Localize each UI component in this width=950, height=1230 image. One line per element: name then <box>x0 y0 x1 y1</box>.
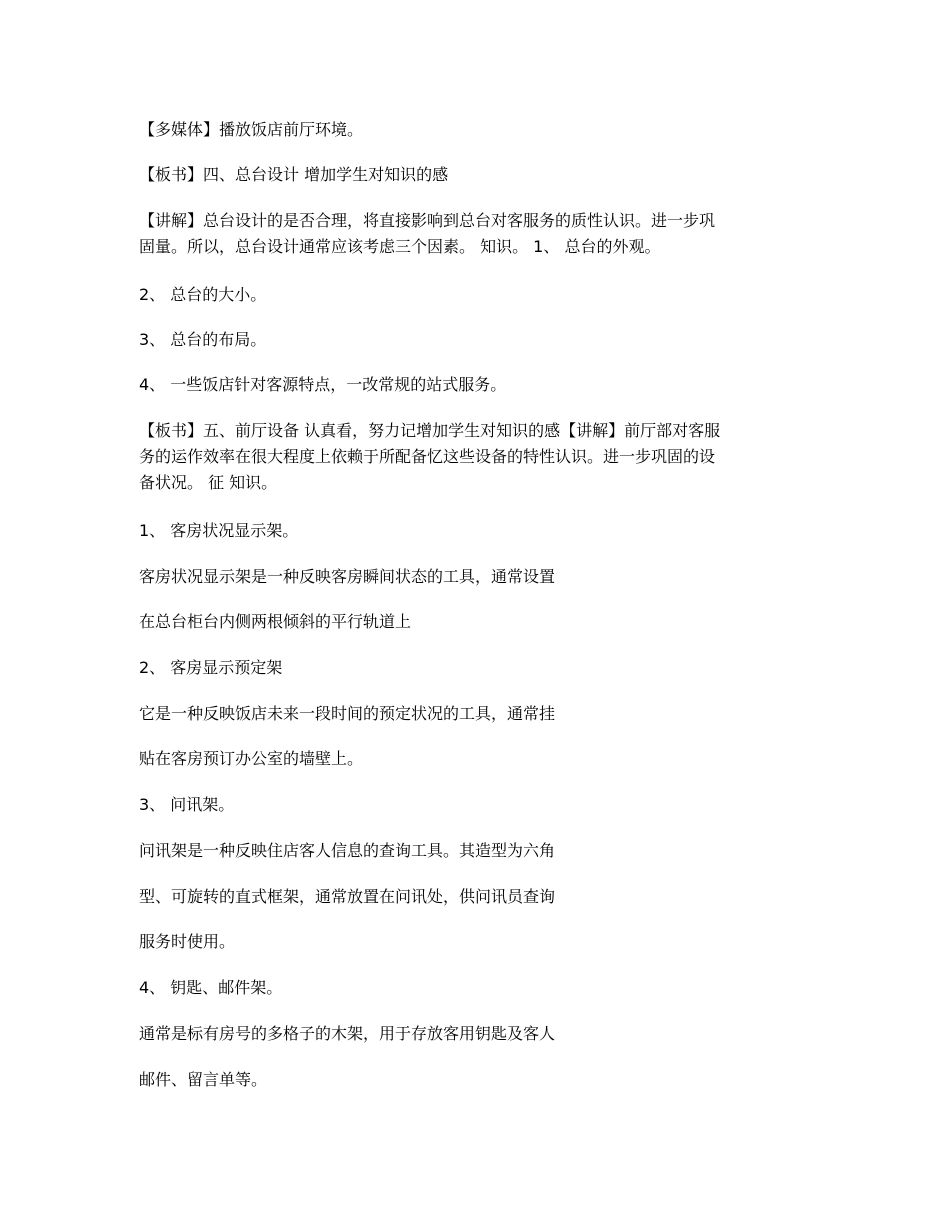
text-line: 固量。所以，总台设计通常应该考虑三个因素。 知识。 1、 总台的外观。 <box>139 237 661 256</box>
text-line: 在总台柜台内侧两根倾斜的平行轨道上 <box>139 612 412 631</box>
board-paragraph-front-office-equipment <box>139 418 819 496</box>
text-line: 【讲解】总台设计的是否合理，将直接影响到总台对客服务的质性认识。进一步巩 <box>139 211 716 230</box>
explanation-paragraph-front-desk <box>139 208 819 260</box>
list-item-desk-layout: 3、 总台的布局。 <box>139 330 267 349</box>
text-line: 问讯架是一种反映住店客人信息的查询工具。其造型为六角 <box>139 841 556 860</box>
board-heading-front-desk-design: 【板书】四、总台设计 增加学生对知识的感 <box>139 165 449 184</box>
text-line: 客房状况显示架是一种反映客房瞬间状态的工具，通常设置 <box>139 567 556 586</box>
text-line: 【板书】五、前厅设备 认真看，努力记增加学生对知识的感【讲解】前厅部对客服 <box>139 421 721 440</box>
text-line: 贴在客房预订办公室的墙壁上。 <box>139 749 364 768</box>
text-line: 型、可旋转的直式框架，通常放置在问讯处，供问讯员查询 <box>139 887 556 906</box>
list-item-key-mail-rack: 4、 钥匙、邮件架。 <box>139 978 283 997</box>
text-line: 服务时使用。 <box>139 932 236 951</box>
list-item-information-rack: 3、 问讯架。 <box>139 795 235 814</box>
list-item-room-status-rack: 1、 客房状况显示架。 <box>139 521 299 540</box>
list-item-reservation-rack: 2、 客房显示预定架 <box>139 658 283 677</box>
text-line: 通常是标有房号的多格子的木架，用于存放客用钥匙及客人 <box>139 1024 556 1043</box>
text-line: 备状况。 征 知识。 <box>139 473 278 492</box>
text-line: 它是一种反映饭店未来一段时间的预定状况的工具，通常挂 <box>139 704 556 723</box>
list-item-seated-service: 4、 一些饭店针对客源特点，一改常规的站式服务。 <box>139 375 507 394</box>
list-item-desk-size: 2、 总台的大小。 <box>139 285 267 304</box>
multimedia-line: 【多媒体】播放饭店前厅环境。 <box>139 120 364 139</box>
text-line: 务的运作效率在很大程度上依赖于所配备忆这些设备的特性认识。进一步巩固的设 <box>139 447 716 466</box>
text-line: 邮件、留言单等。 <box>139 1070 268 1089</box>
